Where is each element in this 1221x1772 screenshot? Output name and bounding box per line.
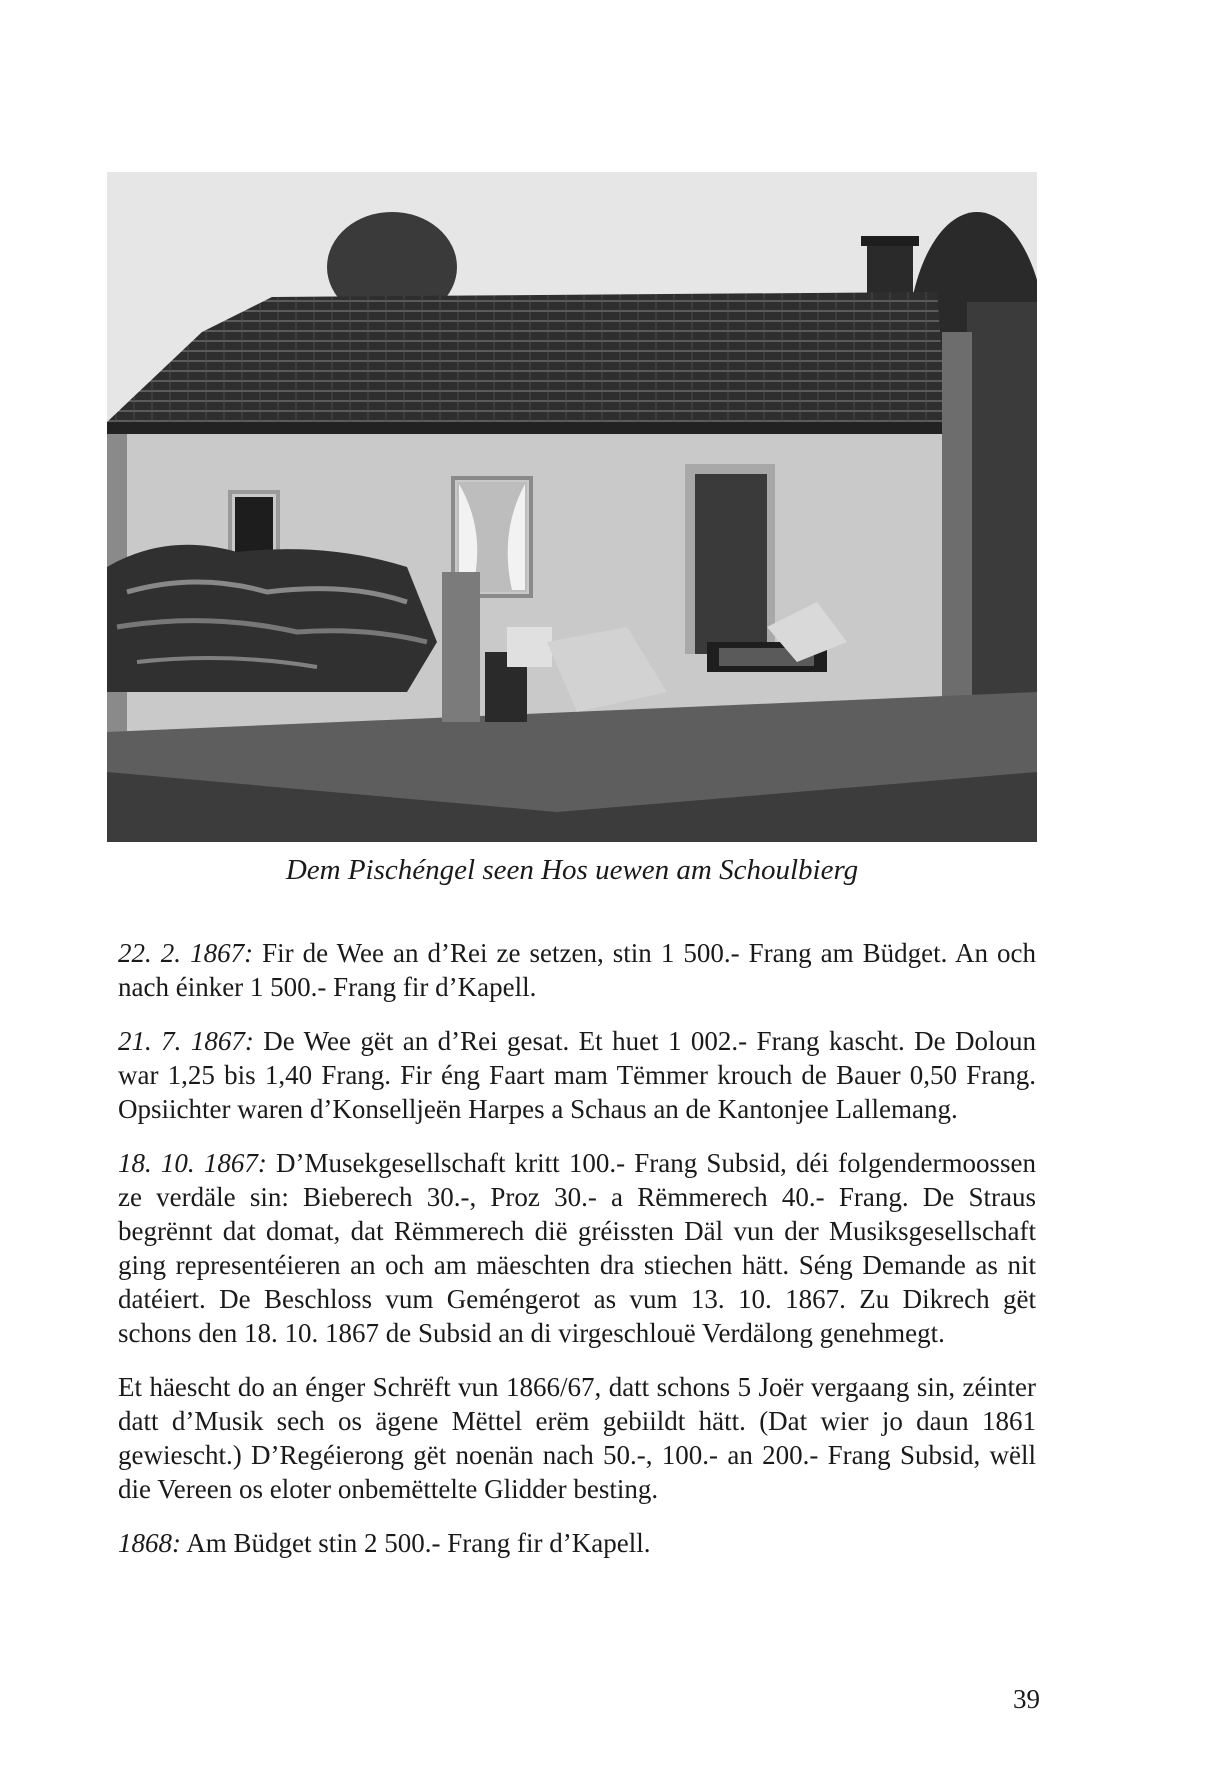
house-photo <box>107 172 1037 842</box>
house-photo-illustration <box>107 172 1037 842</box>
paragraph <box>118 936 1036 1004</box>
page-number: 39 <box>1013 1684 1040 1714</box>
paragraph <box>118 1024 1036 1126</box>
photo-caption: Dem Pischéngel seen Hos uewen am Schoulbierg <box>285 854 859 886</box>
paragraph <box>118 1526 1036 1560</box>
paragraph <box>118 1370 1036 1506</box>
entry-text: Am Büdget stin 2 500.- Frang fir d’Kapell. <box>181 1528 651 1558</box>
entry-date: 18. 10. 1867: <box>118 1148 267 1178</box>
entry-date: 1868: <box>118 1528 181 1558</box>
entry-text: De Wee gët an d’Rei gesat. Et huet 1 002.- Frang kascht. De Doloun war 1,25 bis 1,40 Frang. Fir éng Faart mam Tëmmer krouch de Bauer 0,50 Frang. Opsiichter waren d’Konselljeën Harpes a Schaus an de Kantonjee Lallemang. <box>118 1026 1036 1124</box>
body-text <box>118 936 1036 1580</box>
paragraph <box>118 1146 1036 1350</box>
entry-date: 21. 7. 1867: <box>118 1026 254 1056</box>
entry-text: D’Musekgesellschaft kritt 100.- Frang Subsid, déi folgendermoossen ze verdäle sin: Bieberech 30.-, Proz 30.- a Rëmmerech 40.- Frang. De Straus begrënnt dat domat, dat Rëmmerech dië gréissten Däl vun der Musiksgesellschaft ging representéieren an och am mäeschten dra stiechen hätt. Séng Demande as nit datéiert. De Beschloss vum Geméngerot as vum 13. 10. 1867. Zu Dikrech gët schons den 18. 10. 1867 de Subsid an di virgeschlouë Verdälong genehmegt. <box>118 1148 1036 1348</box>
entry-date: 22. 2. 1867: <box>118 938 254 968</box>
entry-text: Fir de Wee an d’Rei ze setzen, stin 1 500.- Frang am Büdget. An och nach éinker 1 500.- Frang fir d’Kapell. <box>118 938 1036 1002</box>
entry-text: Et häescht do an énger Schrëft vun 1866/67, datt schons 5 Joër vergaang sin, zéinter datt d’Musik sech os ägene Mëttel erëm gebiildt hätt. (Dat wier jo daun 1861 gewiescht.) D’Regéierong gët noenän nach 50.-, 100.- an 200.- Frang Subsid, wëll die Vereen os eloter onbemëttelte Glidder besting. <box>118 1372 1036 1504</box>
